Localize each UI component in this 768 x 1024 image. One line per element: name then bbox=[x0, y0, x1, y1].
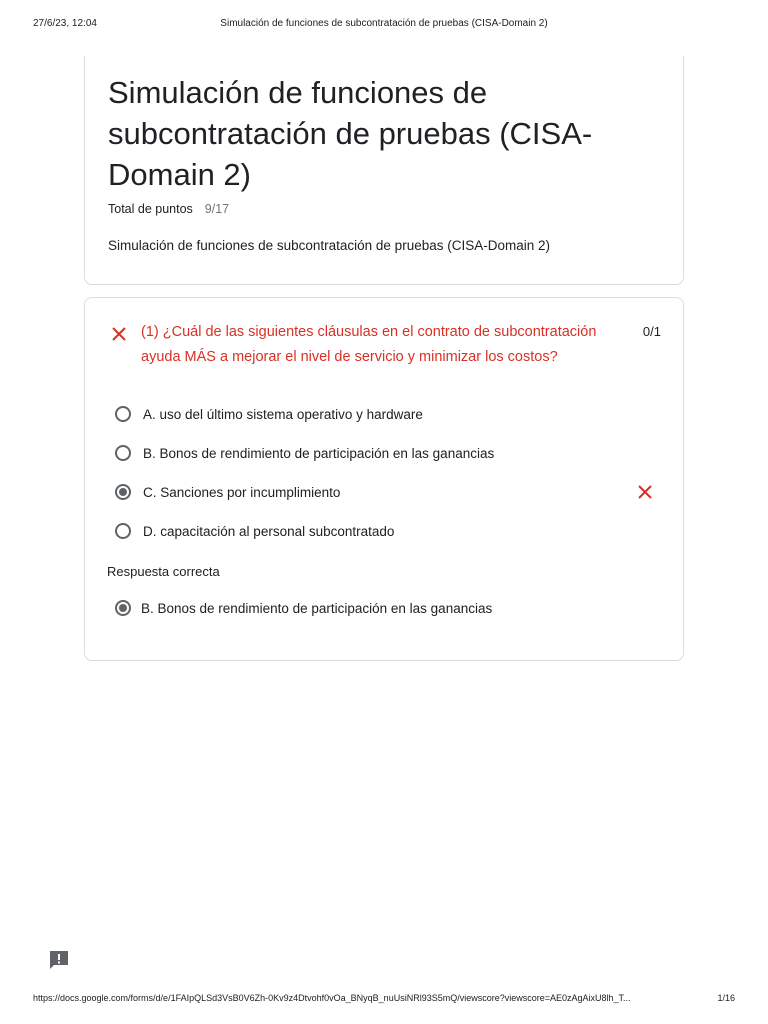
option-b[interactable] bbox=[115, 442, 655, 464]
feedback-icon[interactable] bbox=[48, 949, 70, 971]
option-a[interactable] bbox=[115, 403, 655, 425]
option-label: C. Sanciones por incumplimiento bbox=[143, 484, 341, 500]
close-icon bbox=[635, 482, 655, 502]
footer-url: https://docs.google.com/forms/d/e/1FAIpQLSd3VsB0V6Zh-0Kv9z4Dtvohf0vOa_BNyqB_nuUsiNRl93S5mQ/viewscore?viewscore=AE0zAgAixU8lh_T... bbox=[33, 993, 631, 1003]
radio-unchecked-icon[interactable] bbox=[115, 406, 131, 422]
question-points: 0/1 bbox=[642, 324, 661, 339]
option-d[interactable] bbox=[115, 520, 655, 542]
close-icon bbox=[109, 324, 129, 344]
form-title: Simulación de funciones de subcontratación de pruebas (CISA-Domain 2) bbox=[108, 75, 593, 192]
print-title: Simulación de funciones de subcontratación de pruebas (CISA-Domain 2) bbox=[220, 18, 548, 29]
option-label: A. uso del último sistema operativo y hardware bbox=[143, 406, 423, 422]
option-label: D. capacitación al personal subcontratado bbox=[143, 523, 395, 539]
total-score bbox=[108, 202, 229, 216]
option-label: B. Bonos de rendimiento de participación en las ganancias bbox=[143, 445, 495, 461]
radio-unchecked-icon[interactable] bbox=[115, 523, 131, 539]
form-header-card bbox=[84, 56, 684, 285]
option-c[interactable] bbox=[115, 481, 655, 503]
print-date: 27/6/23, 12:04 bbox=[33, 18, 97, 29]
question-text: (1) ¿Cuál de las siguientes cláusulas en el contrato de subcontratación ayuda MÁS a mejorar el nivel de servicio y minimizar los costos? bbox=[141, 324, 597, 365]
radio-checked-icon bbox=[115, 600, 131, 616]
correct-answer-heading: Respuesta correcta bbox=[107, 564, 220, 579]
radio-checked-icon[interactable] bbox=[115, 484, 131, 500]
score-value: 9/17 bbox=[204, 202, 230, 216]
correct-answer-option bbox=[115, 597, 492, 619]
footer-page-number: 1/16 bbox=[717, 993, 735, 1003]
radio-unchecked-icon[interactable] bbox=[115, 445, 131, 461]
correct-answer-label: B. Bonos de rendimiento de participación en las ganancias bbox=[141, 600, 493, 616]
question-card bbox=[84, 297, 684, 661]
score-label: Total de puntos bbox=[108, 202, 193, 216]
form-description: Simulación de funciones de subcontratación de pruebas (CISA-Domain 2) bbox=[108, 238, 550, 253]
